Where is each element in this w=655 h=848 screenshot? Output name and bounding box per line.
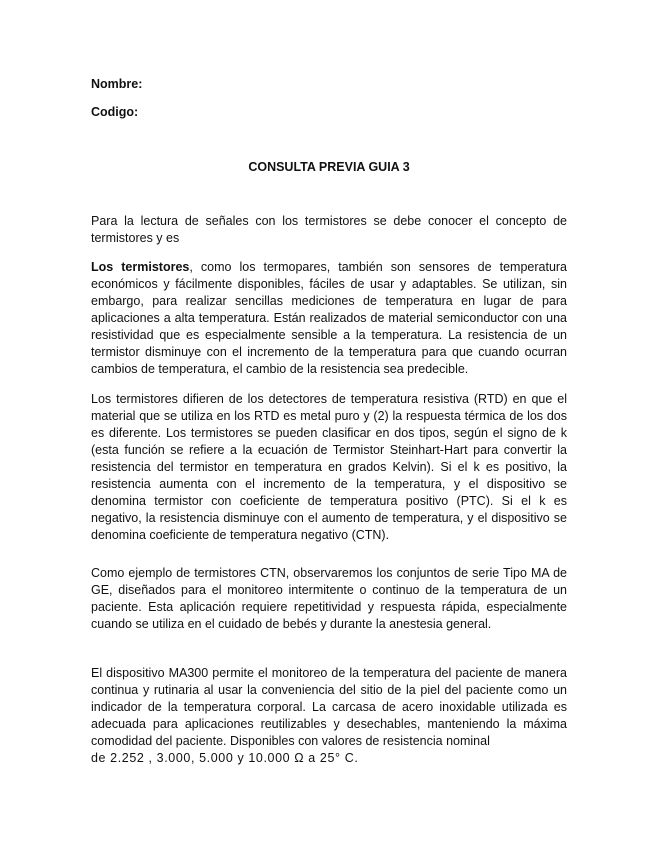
- definition-paragraph: [91, 259, 567, 378]
- definition-body: , como los termopares, también son sensores de temperatura económicos y fácilmente disponibles, fáciles de usar y adaptables. Se utilizan, sin embargo, para realizar sencillas mediciones de temperatura en lugar de para aplicaciones a alta temperatura. Están realizados de material semiconductor con una resistividad que es especialmente sensible a la temperatura. La resistencia de un termistor disminuye con el incremento de la temperatura para que cuando ocurran cambios de temperatura, el cambio de la resistencia sea predecible.: [91, 260, 568, 376]
- device-values: de 2.252 , 3.000, 5.000 y 10.000 Ω a 25° C.: [91, 751, 359, 765]
- comparison-paragraph: Los termistores difieren de los detectores de temperatura resistiva (RTD) en que el material que se utiliza en los RTD es metal puro y (2) la respuesta térmica de los dos es diferente. Los termistores se pueden clasificar en dos tipos, según el signo de k (esta función se refiere a la ecuación de Termistor Steinhart-Hart para convertir la resistencia del termistor en temperatura en grados Kelvin). Si el k es positivo, la resistencia aumenta con el incremento de la temperatura, y el dispositivo se denomina termistor con coeficiente de temperatura positivo (PTC). Si el k es negativo, la resistencia disminuye con el aumento de temperatura, y el dispositivo se denomina coeficiente de temperatura negativo (CTN).: [91, 392, 567, 542]
- definition-term: Los termistores: [91, 260, 190, 274]
- name-label: Nombre:: [91, 77, 143, 91]
- intro-paragraph: Para la lectura de señales con los termistores se debe conocer el concepto de termistores y es: [91, 214, 567, 245]
- page-title: CONSULTA PREVIA GUIA 3: [248, 160, 410, 174]
- code-label: Codigo:: [91, 105, 139, 119]
- device-text: El dispositivo MA300 permite el monitoreo de la temperatura del paciente de manera continua y rutinaria al usar la conveniencia del sitio de la piel del paciente como un indicador de la temperatura corporal. La carcasa de acero inoxidable utilizada es adecuada para aplicaciones reutilizables y desechables, manteniendo la máxima comodidad del paciente. Disponibles con valores de resistencia nominal: [91, 666, 567, 748]
- device-paragraph: [91, 665, 567, 767]
- example-paragraph: Como ejemplo de termistores CTN, observaremos los conjuntos de serie Tipo MA de GE, diseñados para el monitoreo intermitente o continuo de la temperatura de un paciente. Esta aplicación requiere repetitividad y respuesta rápida, especialmente cuando se utiliza en el cuidado de bebés y durante la anestesia general.: [91, 566, 567, 631]
